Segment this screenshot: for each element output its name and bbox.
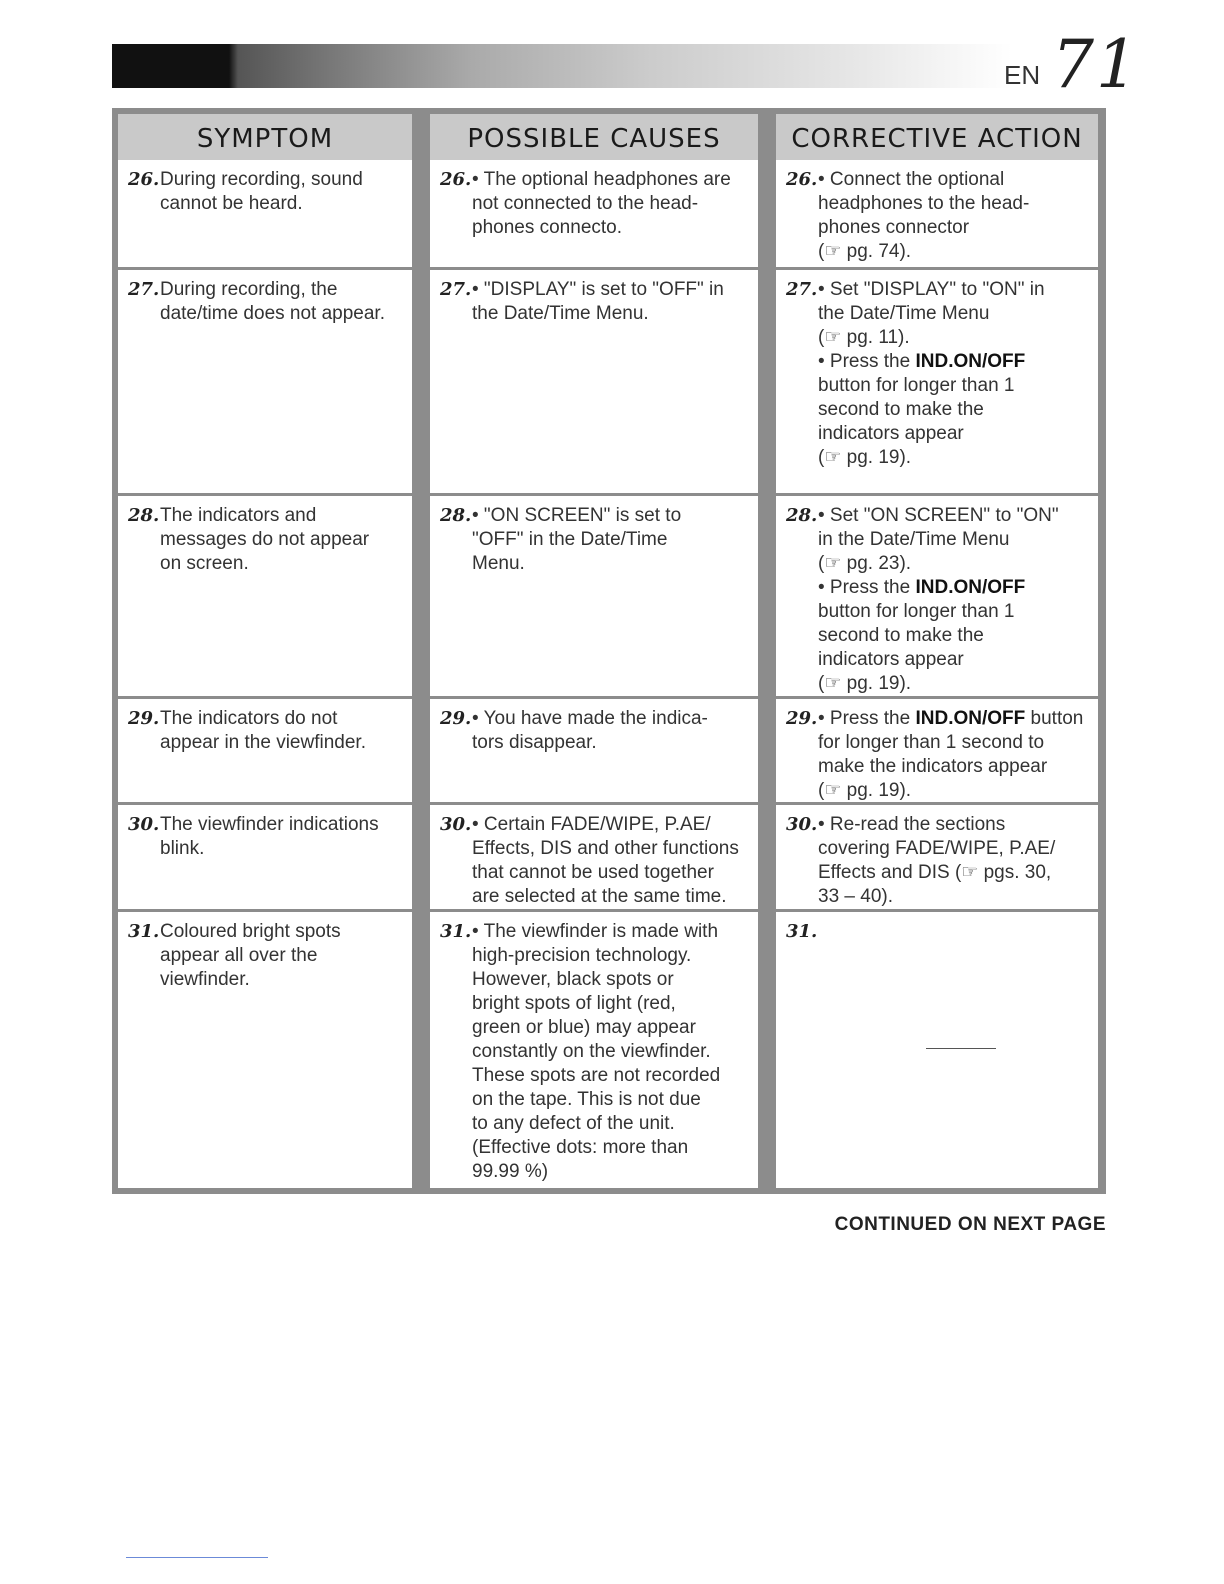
causes-header: POSSIBLE CAUSES (430, 114, 758, 164)
cause-line: • The viewfinder is made with (472, 921, 719, 942)
cause-line: not connected to the head- (472, 193, 699, 214)
action-line: button for longer than 1 (818, 601, 1015, 622)
action-line: (☞ pg. 19). (818, 447, 912, 468)
symptom-line: During recording, the (160, 279, 338, 300)
cause-line: 99.99 %) (472, 1161, 549, 1182)
cause-line: • Certain FADE/WIPE, P.AE/ (472, 814, 711, 835)
action-line: Effects and DIS (☞ pgs. 30, (818, 862, 1052, 883)
continued-note: CONTINUED ON NEXT PAGE (834, 1214, 1106, 1235)
troubleshooting-table (112, 108, 1106, 1194)
empty-action-dash (926, 1048, 996, 1049)
action-header: CORRECTIVE ACTION (776, 114, 1098, 164)
cause-line: (Effective dots: more than (472, 1137, 689, 1158)
symptom-cell-27 (118, 270, 412, 493)
symptom-line: date/time does not appear. (160, 303, 385, 324)
action-line: (☞ pg. 11). (818, 327, 910, 348)
symptom-cell-26 (118, 160, 412, 267)
action-line: second to make the (818, 625, 984, 646)
cause-line: tors disappear. (472, 732, 597, 753)
row-number: 30. (440, 814, 472, 835)
action-line: (☞ pg. 19). (818, 780, 912, 801)
row-number: 27. (128, 279, 160, 300)
row-number: 31. (128, 921, 160, 942)
action-line: • Press the IND.ON/OFF button (818, 708, 1084, 729)
row-number: 26. (440, 169, 472, 190)
symptom-line: The viewfinder indications (160, 814, 379, 835)
action-cell-31 (776, 912, 1098, 1188)
cause-line: green or blue) may appear (472, 1017, 696, 1038)
row-number: 31. (440, 921, 472, 942)
cause-line: phones connecto. (472, 217, 623, 238)
symptom-line: The indicators and (160, 505, 317, 526)
action-cell-27 (776, 270, 1098, 493)
symptom-column (118, 108, 412, 1194)
row-number: 28. (128, 505, 160, 526)
row-number: 26. (786, 169, 818, 190)
row-number: 29. (440, 708, 472, 729)
action-line: • Press the IND.ON/OFF (818, 351, 1026, 372)
action-cell-28 (776, 496, 1098, 696)
action-line: covering FADE/WIPE, P.AE/ (818, 838, 1056, 859)
language-label: EN (1004, 60, 1041, 90)
action-line: the Date/Time Menu (818, 303, 990, 324)
symptom-line: The indicators do not (160, 708, 338, 729)
cause-line: • "DISPLAY" is set to "OFF" in (472, 279, 724, 300)
action-line: indicators appear (818, 649, 964, 670)
action-line: 33 – 40). (818, 886, 893, 907)
action-line: • Press the IND.ON/OFF (818, 577, 1026, 598)
row-number: 26. (128, 169, 160, 190)
action-line: • Set "DISPLAY" to "ON" in (818, 279, 1045, 300)
cause-line: "OFF" in the Date/Time (472, 529, 668, 550)
cause-line: bright spots of light (red, (472, 993, 676, 1014)
action-line: make the indicators appear (818, 756, 1048, 777)
symptom-header: SYMPTOM (118, 114, 412, 164)
cause-line: These spots are not recorded (472, 1065, 721, 1086)
cause-cell-27 (430, 270, 758, 493)
symptom-line: appear all over the (160, 945, 318, 966)
cause-line: constantly on the viewfinder. (472, 1041, 711, 1062)
footer-rule (126, 1557, 268, 1558)
cause-line: Effects, DIS and other functions (472, 838, 739, 859)
action-line: • Connect the optional (818, 169, 1005, 190)
action-line: indicators appear (818, 423, 964, 444)
symptom-line: appear in the viewfinder. (160, 732, 366, 753)
symptom-line: messages do not appear (160, 529, 370, 550)
symptom-line: viewfinder. (160, 969, 250, 990)
cause-line: • The optional headphones are (472, 169, 731, 190)
symptom-cell-28 (118, 496, 412, 696)
cause-cell-28 (430, 496, 758, 696)
action-line: in the Date/Time Menu (818, 529, 1010, 550)
row-number: 29. (786, 708, 818, 729)
action-line: (☞ pg. 74). (818, 241, 912, 262)
symptom-cell-31 (118, 912, 412, 1188)
action-cell-29 (776, 699, 1098, 802)
row-number: 28. (440, 505, 472, 526)
action-cell-26 (776, 160, 1098, 267)
action-line: • Set "ON SCREEN" to "ON" (818, 505, 1059, 526)
action-cell-30 (776, 805, 1098, 909)
cause-cell-31 (430, 912, 758, 1188)
symptom-line: Coloured bright spots (160, 921, 341, 942)
action-line: • Re-read the sections (818, 814, 1006, 835)
cause-cell-26 (430, 160, 758, 267)
cause-line: • "ON SCREEN" is set to (472, 505, 682, 526)
row-number: 27. (786, 279, 818, 300)
action-line: (☞ pg. 19). (818, 673, 912, 694)
cause-line: • You have made the indica- (472, 708, 708, 729)
action-line: headphones to the head- (818, 193, 1030, 214)
cause-line: are selected at the same time. (472, 886, 727, 907)
cause-line: that cannot be used together (472, 862, 714, 883)
row-number: 29. (128, 708, 160, 729)
cause-line: However, black spots or (472, 969, 674, 990)
row-number: 31. (786, 921, 818, 942)
symptom-line: blink. (160, 838, 205, 859)
row-number: 27. (440, 279, 472, 300)
symptom-cell-29 (118, 699, 412, 802)
header-gradient-bar (112, 44, 1012, 88)
action-column (776, 108, 1098, 1194)
cause-line: Menu. (472, 553, 525, 574)
row-number: 30. (786, 814, 818, 835)
causes-column (430, 108, 758, 1194)
symptom-line: cannot be heard. (160, 193, 303, 214)
symptom-line: During recording, sound (160, 169, 363, 190)
row-number: 30. (128, 814, 160, 835)
cause-line: to any defect of the unit. (472, 1113, 675, 1134)
action-line: (☞ pg. 23). (818, 553, 912, 574)
row-number: 28. (786, 505, 818, 526)
symptom-cell-30 (118, 805, 412, 909)
action-line: button for longer than 1 (818, 375, 1015, 396)
cause-cell-29 (430, 699, 758, 802)
action-line: second to make the (818, 399, 984, 420)
action-line: for longer than 1 second to (818, 732, 1045, 753)
cause-cell-30 (430, 805, 758, 909)
cause-line: high-precision technology. (472, 945, 692, 966)
cause-line: the Date/Time Menu. (472, 303, 649, 324)
action-line: phones connector (818, 217, 970, 238)
cause-line: on the tape. This is not due (472, 1089, 701, 1110)
page-number: 71 (1052, 26, 1140, 103)
symptom-line: on screen. (160, 553, 249, 574)
